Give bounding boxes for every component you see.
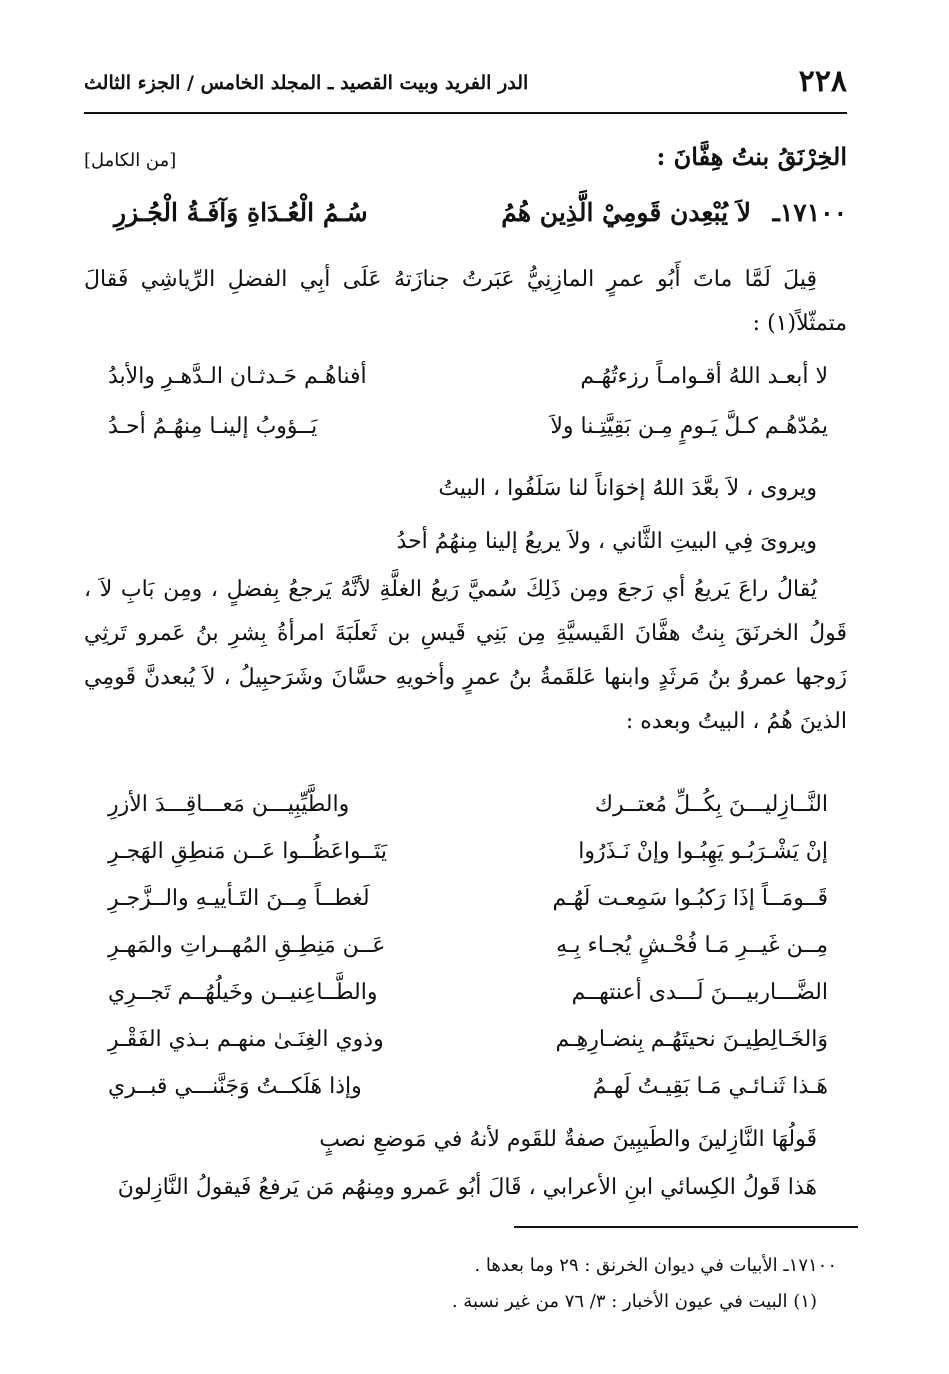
khirniq-couplet	[108, 1018, 828, 1062]
closing-text-2: هَذا قَولُ الكِسائي ابنِ الأعرابي ، قَالَ أبُو عَمرو ومِنهُم مَن يَرفعُ فَيقولُ النَّازِلونَ	[117, 1175, 817, 1200]
hemistich-2: والطَّيِّبِيـــن مَعـــاقِـــدَ الأزرِ	[108, 792, 350, 817]
explanation-paragraph: يُقالُ راعَ يَريعُ أي رَجعَ ومِن ذَلِكَ سُميَّ رَيعُ الغلَّةِ لأنَّهُ يَرجعُ بِفضلٍ ، ومِن بَابِ لاَ ، قَولُ الخرنَقَ بِنتُ هفَّانَ القَيسيَّةِ مِن بَنِي قَيسِ بن ثَعلَبَةَ امرأةُ بِشرِ بنُ عَمرو تَرثِي زَوجها عمروُ بنُ مَرثَدٍ وابنها عَلقَمةُ بنُ عمرٍ وأخويهِ حسَّانَ وشَرَحبِيلُ ، لاَ يُبعدنَّ قَومِي الذينَ هُمُ ، البيتُ وبعده :	[84, 577, 847, 734]
footnote-text: (١) البيت في عيون الأخبار : ٣/ ٧٦ من غير نسبة .	[451, 1291, 817, 1312]
footnote-rule	[514, 1226, 858, 1228]
khirniq-couplet	[108, 1065, 828, 1109]
poet-name: الخِرْنَقُ بنتُ هِفَّانَ :	[656, 142, 847, 171]
page-header	[84, 66, 847, 106]
khirniq-couplet	[108, 830, 828, 874]
riyashi-couplet	[108, 355, 828, 399]
closing-line-2	[84, 1166, 847, 1210]
hemistich-1: النَّــازِليـــنَ بِكُــلِّ مُعتــرك	[594, 792, 828, 817]
variant-note-2	[84, 520, 847, 564]
main-verse-hemistich-2: سُـمُ الْعُـدَاةِ وَآفَـةُ الْجُـزرِ	[114, 198, 368, 227]
variant-note-1	[84, 467, 847, 511]
verse-number: ١٧١٠٠ـ	[772, 198, 847, 227]
intro-paragraph: قِيلَ لَمَّا ماتَ أَبُو عمرٍ المازِنِيُّ عَبَرتُ جنازَتهُ عَلَى أبِي الفضلِ الرِّياشِي فَقالَ متمثّلاً(١) :	[84, 267, 847, 336]
hemistich-1: لا أبعـد اللهُ أقـوامـاً رزءتُهُـم	[580, 364, 828, 389]
footnote-text: ١٧١٠٠ـ الأبيات في ديوان الخرنق : ٢٩ وما بعدها .	[474, 1255, 837, 1276]
closing-text-1: قَولُهَا النَّازِلينَ والطَيبِينَ صفةٌ للقَوم لأنهُ في مَوضعِ نصبٍ	[319, 1127, 817, 1152]
khirniq-couplet	[108, 877, 828, 921]
hemistich-2: وذوي الغِنَـىٰ منهـم بـذي الفَقْـرِ	[108, 1027, 384, 1052]
footnote	[84, 1252, 847, 1280]
running-title: الدر الفريد وبيت القصيد ـ المجلد الخامس / الجزء الثالث	[84, 72, 529, 94]
footnote	[84, 1288, 847, 1316]
hemistich-2: أفناهُـم حَـدثـان الـدَّهـرِ والأبدُ	[108, 364, 367, 389]
hemistich-1: يمُدّهُـم كـلَّ يَـومٍ مِـن بَقِيَّتِـنا ولاَ	[550, 414, 828, 439]
hemistich-2: والطَّــاعِنيــن وخَيلُهُــم تَجــرِي	[108, 980, 378, 1005]
hemistich-2: لَغطــاً مِــنَ التَـأييـهِ والــزَّجـرِ	[108, 886, 370, 911]
variant-text-2: ويروىَ فِي البيتِ الثَّاني ، ولاَ يريعُ إلينا مِنهُمُ أحدُ	[396, 529, 817, 554]
hemistich-1: هَـذا ثَنـائـي مَـا بَقِيـتُ لَهـمُ	[592, 1074, 828, 1099]
poet-heading	[84, 142, 847, 178]
hemistich-2: يَــؤوبُ إلينـا مِنهُـمُ أحـدُ	[108, 414, 318, 439]
meter-tag: [من الكامل]	[84, 150, 177, 171]
main-verse	[84, 198, 847, 238]
hemistich-1: مِــن غَيــرِ مَـا فُحْـشٍ يُجـاء بِـهِ	[556, 933, 828, 958]
hemistich-1: الضَّـــاربيـــنَ لَـــدى أعنتهــم	[571, 980, 828, 1005]
hemistich-2: يَتَــواعَظُــوا عَــن مَنطِقِ الهَجـرِ	[108, 839, 387, 864]
hemistich-1: إنْ يَشْـرَبُـو يَهِبُـوا وإنْ نَـذَرُوا	[578, 839, 828, 864]
closing-line-1	[84, 1118, 847, 1162]
page-number: ٢٢٨	[798, 64, 847, 99]
khirniq-couplet	[108, 924, 828, 968]
riyashi-couplet	[108, 405, 828, 449]
header-rule	[84, 112, 847, 114]
khirniq-couplet	[108, 971, 828, 1015]
khirniq-couplet	[108, 783, 828, 827]
hemistich-2: عَــن مَنِطِـقِ المُهــراتِ والمَهـرِ	[108, 933, 386, 958]
variant-text-1: ويروى ، لاَ بعَّدَ اللهُ إخوَاناً لنا سَلَفُوا ، البيتُ	[438, 476, 817, 501]
hemistich-1: قَــومَــاً إذَا رَكبُـوا سَمِعـت لَهُـم	[552, 886, 828, 911]
hemistich-2: وإذا هَلَكــتُ وَجَنَّنـــي قبــري	[108, 1074, 362, 1099]
main-verse-hemistich-1: لاَ يُبْعِدن قَومِيْ الَّذِين هُمُ	[501, 198, 751, 227]
hemistich-1: وَالخَـالِطِيـنَ نحيتَهُـم بِنضـارِهِـم	[555, 1027, 828, 1052]
